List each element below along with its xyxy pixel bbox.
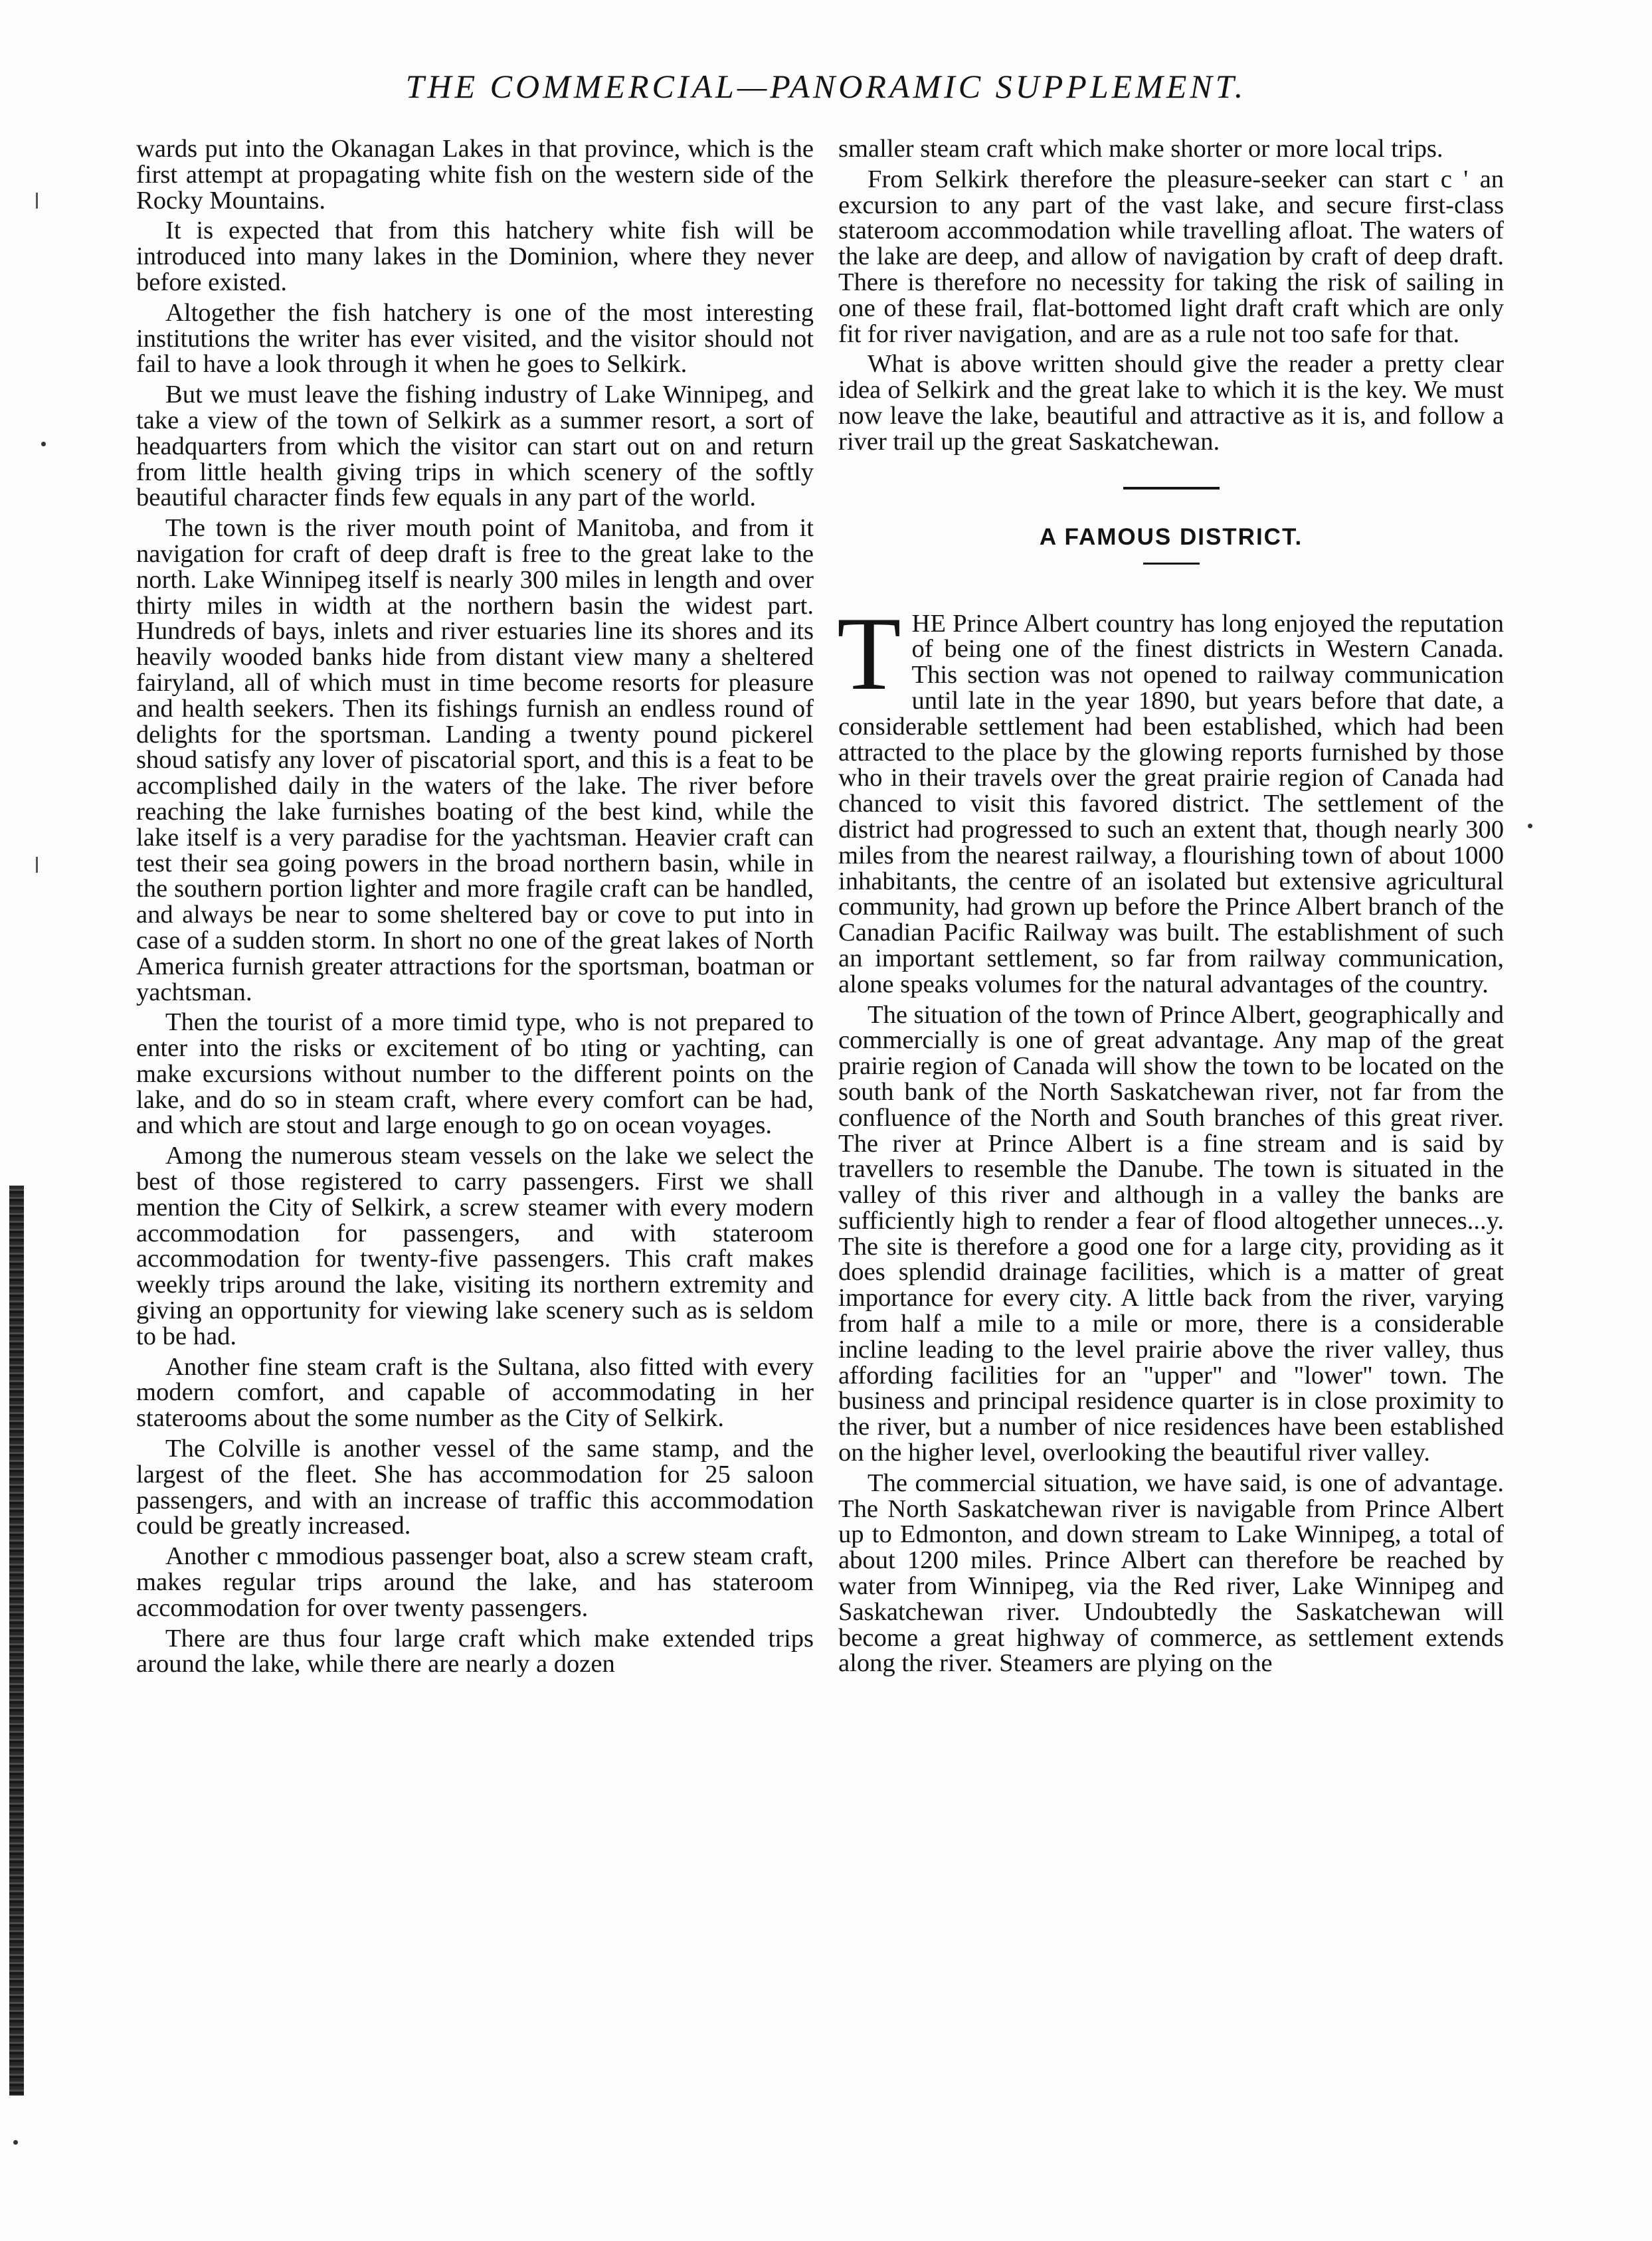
- scan-margin-mark: [36, 857, 38, 873]
- paragraph: The commercial situation, we have said, is one of advantage. The North Saskatchewan river is navigable from Prince Albert up to Edmonton, and down stream to Lake Winnipeg, a total of about 1200 miles. Prince Albert can therefore be reached by water from Winnipeg, via the Red river, Lake Winnipeg and Saskatchewan river. Undoubtedly the Saskatchewan will become a great highway of commerce, as settlement extends along the river. Steamers are plying on the: [838, 1469, 1504, 1678]
- paragraph: Altogether the fish hatchery is one of the most interesting institutions the writer has ever visited, and the visitor should not fail to have a look through it when he goes to Selkirk.: [136, 298, 814, 379]
- paragraph: Another c mmodious passenger boat, also a screw steam craft, makes regular trips around the lake, and has stateroom accommodation for over twenty passengers.: [136, 1542, 814, 1622]
- paragraph: But we must leave the fishing industry of Lake Winnipeg, and take a view of the town of Selkirk as a summer resort, a sort of headquarters from which the visitor can start out on and return from little health giving trips in which scenery of the softly beautiful character finds few equals in any part of the world.: [136, 381, 814, 512]
- paragraph: The situation of the town of Prince Albert, geographically and commercially is one of great advantage. Any map of the great prairie region of Canada will show the town to be located on the south bank of the North Saskatchewan river, not far from the confluence of the North and South branches of this great river. The river at Prince Albert is a fine stream and is said by travellers to resemble the Danube. The town is situated in the valley of this river and although in a valley the banks are sufficiently high to render a fear of flood altogether unneces...y. The site is therefore a good one for a large city, providing as it does splendid drainage facilities, which is a matter of great importance for every city. A little back from the river, varying from half a mile to a mile or more, there is a considerable incline leading to the level prairie above the river valley, thus affording facilities for an "upper" and "lower" town. The business and principal residence quarter is in close proximity to the river, but a number of nice residences have been established on the higher level, overlooking the beautiful river valley.: [838, 1000, 1504, 1467]
- lead-paragraph: [837, 595, 1504, 998]
- scan-speck: [41, 442, 46, 446]
- paragraph: Among the numerous steam vessels on the lake we select the best of those registered to carry passengers. First we shall mention the City of Selkirk, a screw steamer with every modern accommodation for passengers, and with stateroom accommodation for twenty-five passengers. This craft makes weekly trips around the lake, visiting its northern extremity and giving an opportunity for viewing lake scenery such as is seldom to be had.: [136, 1142, 814, 1350]
- scan-margin-bar: [9, 1186, 24, 2096]
- left-column: [136, 136, 814, 1682]
- paragraph: Then the tourist of a more timid type, who is not prepared to enter into the risks or excitement of bo ıting or yachting, can make excursions without number to the different points on the lake, and do so in steam craft, where every comfort can be had, and which are stout and large enough to go on ocean voyages.: [136, 1008, 814, 1140]
- paragraph: The Colville is another vessel of the same stamp, and the largest of the fleet. She has accommodation for 25 saloon passengers, and with an increase of traffic this accommodation could be greatly increased.: [136, 1435, 814, 1540]
- paragraph: smaller steam craft which make shorter or more local trips.: [838, 135, 1443, 163]
- drop-cap: T: [837, 595, 901, 712]
- paragraph: Another fine steam craft is the Sultana, also fitted with every modern comfort, and capable of accommodating in her staterooms about the some number as the City of Selkirk.: [136, 1352, 814, 1433]
- running-head: THE COMMERCIAL—PANORAMIC SUPPLEMENT.: [405, 68, 1247, 105]
- scan-speck: [1528, 824, 1532, 828]
- heading-underline: [1143, 563, 1200, 565]
- paragraph: It is expected that from this hatchery white fish will be introduced into many lakes in the Dominion, where they never before existed.: [136, 217, 814, 296]
- section-heading: A FAMOUS DISTRICT.: [1039, 523, 1303, 550]
- right-column: [838, 136, 1504, 1681]
- paragraph: What is above written should give the reader a pretty clear idea of Selkirk and the great lake to which it is the key. We must now leave the lake, beautiful and attractive as it is, and follow a river trail up the great Saskatchewan.: [838, 350, 1504, 456]
- lead-paragraph-text: HE Prince Albert country has long enjoyed the reputation of being one of the finest districts in Western Canada. This section was not opened to railway communication until late in the year 1890, but years before that date, a considerable settlement had been established, which had been attracted to the place by the glowing reports furnished by those who in their travels over the great prairie region of Canada had chanced to visit this favored district. The settlement of the district had progressed to such an extent that, though nearly 300 miles from the nearest railway, a flourishing town of about 1000 inhabitants, the centre of an isolated but extensive agricultural community, had grown up before the Prince Albert branch of the Canadian Pacific Railway was built. The establishment of such an important settlement, so far from railway communication, alone speaks volumes for the natural advantages of the country.: [838, 609, 1504, 998]
- paragraph: The town is the river mouth point of Manitoba, and from it navigation for craft of deep draft is free to the great lake to the north. Lake Winnipeg itself is nearly 300 miles in length and over thirty miles in width at the northern basin the widest part. Hundreds of bays, inlets and river estuaries line its shores and its heavily wooded banks hide from distant view many a sheltered fairyland, all of which must in time become resorts for pleasure and health seekers. Then its fishings furnish an endless round of delights for the sportsman. Landing a twenty pound pickerel shoud satisfy any lover of piscatorial sport, and this is a feat to be accomplished daily in the waters of the lake. The river before reaching the lake furnishes boating of the best kind, while the lake itself is a very paradise for the yachtsman. Heavier craft can test their sea going powers in the broad northern basin, while in the southern portion lighter and more fragile craft can be handled, and always be near to some sheltered bay or cove to put into in case of a sudden storm. In short no one of the great lakes of North America furnish greater attractions for the sportsman, boatman or yachtsman.: [136, 514, 814, 1006]
- paragraph: wards put into the Okanagan Lakes in that province, which is the first attempt at propagating white fish on the western side of the Rocky Mountains.: [136, 135, 814, 215]
- section-divider: [1123, 487, 1220, 490]
- paragraph: There are thus four large craft which make extended trips around the lake, while there are nearly a dozen: [136, 1624, 814, 1678]
- scan-speck: [13, 2140, 18, 2145]
- paragraph: From Selkirk therefore the pleasure-seeker can start c ' an excursion to any part of the vast lake, and secure first-class stateroom accommodation while travelling afloat. The waters of the lake are deep, and allow of navigation by craft of deep draft. There is therefore no necessity for taking the risk of sailing in one of these frail, flat-bottomed light draft craft which are only fit for river navigation, and are as a rule not too safe for that.: [838, 165, 1504, 348]
- scan-margin-mark: [36, 193, 38, 209]
